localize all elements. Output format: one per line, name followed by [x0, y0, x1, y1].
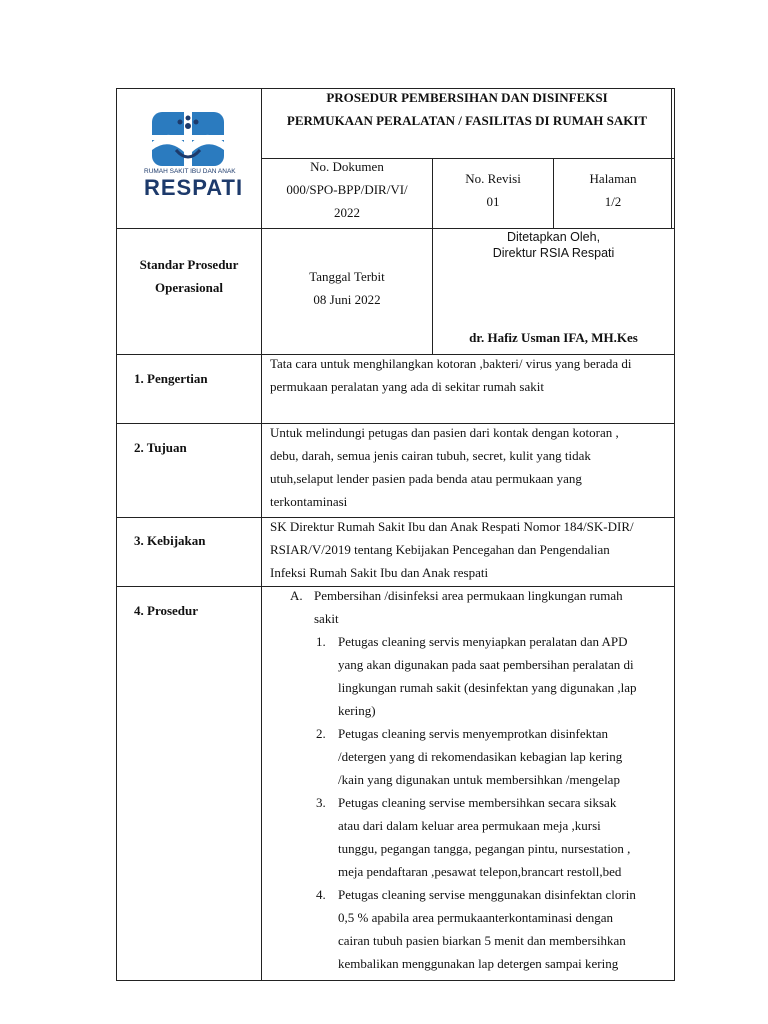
step-line: lingkungan rumah sakit (desinfektan yang digunakan ,lap — [338, 680, 637, 695]
kebijakan-line2: RSIAR/V/2019 tentang Kebijakan Pencegahan dan Pengendalian — [270, 542, 610, 557]
sop-label-line2: Operasional — [155, 280, 223, 295]
step-number: 3. — [316, 795, 326, 810]
table-border-left — [116, 88, 117, 980]
step-line: /kain yang digunakan untuk membersihkan /mengelap — [338, 772, 620, 787]
step-line: meja pendaftaran ,pesawat telepon,brancart restoll,bed — [338, 864, 622, 879]
approved-line2: Direktur RSIA Respati — [492, 246, 615, 260]
prosedur-step — [310, 791, 637, 883]
pengertian-line2: permukaan peralatan yang ada di sekitar rumah sakit — [270, 379, 544, 394]
section-prosedur-label: 4. Prosedur — [134, 603, 199, 618]
issued-label: Tanggal Terbit — [309, 269, 385, 284]
step-line: yang akan digunakan pada saat pembersihan peralatan di — [338, 657, 634, 672]
step-line: kering) — [338, 703, 376, 718]
issued-date: 08 Juni 2022 — [313, 292, 381, 307]
tujuan-line2: debu, darah, semua jenis cairan tubuh, secret, kulit yang tidak — [270, 448, 591, 463]
prosedur-sub-line2: sakit — [314, 611, 339, 626]
step-number: 4. — [316, 887, 326, 902]
kebijakan-line1: SK Direktur Rumah Sakit Ibu dan Anak Respati Nomor 184/SK-DIR/ — [270, 519, 634, 534]
step-line: cairan tubuh pasien biarkan 5 menit dan membersihkan — [338, 933, 626, 948]
doc-number-line2: 2022 — [334, 205, 360, 220]
step-line: Petugas cleaning servise menggunakan disinfektan clorin — [338, 887, 636, 902]
doc-number-line1: 000/SPO-BPP/DIR/VI/ — [286, 182, 408, 197]
doc-number-label: No. Dokumen — [310, 159, 384, 174]
page-label: Halaman — [589, 171, 637, 186]
section-kebijakan-label: 3. Kebijakan — [134, 533, 206, 548]
section-tujuan-label: 2. Tujuan — [134, 440, 187, 455]
logo-name: RESPATI — [144, 175, 244, 200]
prosedur-step — [310, 630, 637, 722]
step-number: 2. — [316, 726, 326, 741]
approved-line1: Ditetapkan Oleh, — [506, 230, 601, 244]
step-line: kembalikan menggunakan lap detergen sampai kering — [338, 956, 619, 971]
tujuan-line3: utuh,selaput lender pasien pada benda atau permukaan yang — [270, 471, 582, 486]
tujuan-line4: terkontaminasi — [270, 494, 348, 509]
step-line: tunggu, pegangan tangga, pegangan pintu, nursestation , — [338, 841, 631, 856]
step-line: 0,5 % apabila area permukaanterkontaminasi dengan — [338, 910, 614, 925]
tujuan-line1: Untuk melindungi petugas dan pasien dari kontak dengan kotoran , — [270, 425, 619, 440]
step-line: Petugas cleaning servise membersihkan secara siksak — [338, 795, 617, 810]
table-border-right — [674, 88, 675, 980]
section-pengertian-label: 1. Pengertian — [134, 371, 208, 386]
prosedur-step — [310, 722, 637, 791]
doc-title-line1: PROSEDUR PEMBERSIHAN DAN DISINFEKSI — [326, 90, 608, 105]
revision-value: 01 — [486, 194, 500, 209]
logo-subtitle: RUMAH SAKIT IBU DAN ANAK — [144, 168, 236, 175]
sop-label-line1: Standar Prosedur — [139, 257, 239, 272]
revision-label: No. Revisi — [465, 171, 521, 186]
prosedur-step — [310, 883, 637, 975]
page-value: 1/2 — [604, 194, 622, 209]
step-line: Petugas cleaning servis menyiapkan peralatan dan APD — [338, 634, 628, 649]
prosedur-steps — [310, 630, 637, 975]
step-line: Petugas cleaning servis menyemprotkan disinfektan — [338, 726, 609, 741]
prosedur-sub-line1: Pembersihan /disinfeksi area permukaan lingkungan rumah — [314, 588, 623, 603]
prosedur-sub-marker: A. — [290, 588, 303, 603]
step-line: atau dari dalam keluar area permukaan meja ,kursi — [338, 818, 601, 833]
step-line: /detergen yang di rekomendasikan kebagian lap kering — [338, 749, 623, 764]
respati-logo — [140, 106, 244, 204]
step-number: 1. — [316, 634, 326, 649]
kebijakan-line3: Infeksi Rumah Sakit Ibu dan Anak respati — [270, 565, 489, 580]
table-border-bottom — [116, 980, 675, 981]
director-name: dr. Hafiz Usman IFA, MH.Kes — [469, 330, 638, 345]
pengertian-line1: Tata cara untuk menghilangkan kotoran ,bakteri/ virus yang berada di — [270, 356, 632, 371]
doc-title-line2: PERMUKAAN PERALATAN / FASILITAS DI RUMAH SAKIT — [286, 113, 648, 128]
